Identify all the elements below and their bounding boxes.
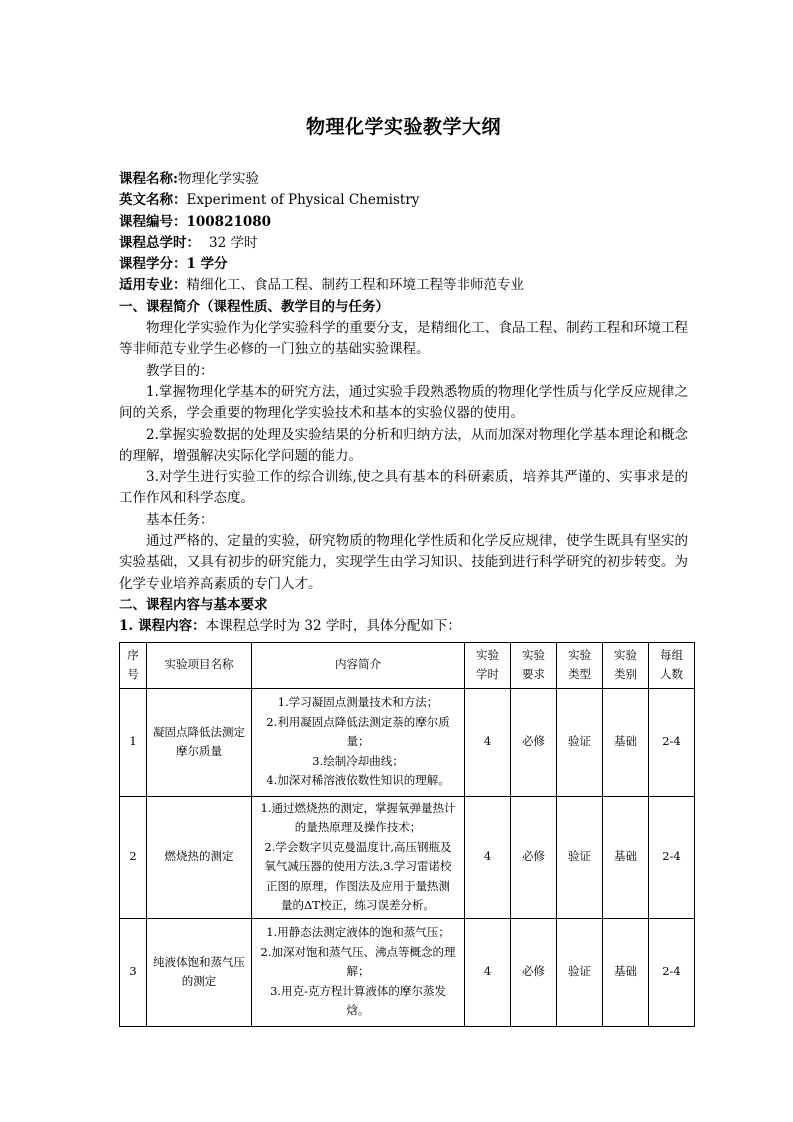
section-one-para-2: 教学目的： — [146, 362, 214, 379]
cell-type: 验证 — [557, 796, 603, 918]
meta-label-course-code: 课程编号： — [119, 213, 187, 230]
cell-requirement: 必修 — [511, 918, 557, 1026]
cell-name: 燃烧热的测定 — [147, 796, 252, 918]
meta-label-course-name: 课程名称: — [119, 171, 178, 187]
header-line: 要求 — [522, 667, 545, 682]
table-header-cell-hours — [465, 642, 511, 688]
subsection-number: 1. — [119, 618, 134, 635]
desc-line: 3.绘制冷却曲线； — [312, 753, 404, 768]
table-row — [120, 688, 695, 796]
desc-line: 解； — [346, 964, 370, 979]
cell-seq: 3 — [120, 918, 147, 1026]
cell-group-size: 2-4 — [649, 918, 695, 1026]
course-content-table — [119, 642, 695, 1027]
section-one-para-5: 3.对学生进行实验工作的综合训练,使之具有基本的科研素质，培养其严谨的、实事求是的工作作风和科学态度。 — [119, 469, 688, 507]
section-heading-one: 一、课程简介（课程性质、教学目的与任务） — [119, 298, 389, 315]
header-line: 号 — [127, 667, 139, 682]
desc-line: 正图的原理，作图法及应用于量热测 — [266, 878, 450, 893]
cell-desc — [252, 796, 465, 918]
subsection-label: 课程内容： — [138, 618, 206, 635]
desc-line: 1.通过燃烧热的测定，掌握氧弹量热计 — [260, 800, 456, 815]
desc-line: 4.加深对稀溶液依数性知识的理解。 — [266, 773, 450, 788]
section-heading-two: 二、课程内容与基本要求 — [119, 596, 268, 613]
title-spacer — [119, 142, 688, 169]
table-header-cell-seq — [120, 642, 147, 688]
section-one-para-3: 1.掌握物理化学基本的研究方法，通过实验手段熟悉物质的物理化学性质与化学反应规律之间的关系，学会重要的物理化学实验技术和基本的实验仪器的使用。 — [119, 383, 688, 422]
header-line: 实验 — [614, 647, 637, 662]
table-row — [120, 918, 695, 1026]
cell-hours: 4 — [465, 796, 511, 918]
cell-desc — [252, 918, 465, 1026]
header-line: 实验 — [568, 647, 591, 662]
header-line: 每组 — [660, 647, 683, 662]
subsection-text: 本课程总学时为 32 学时，具体分配如下： — [205, 618, 461, 635]
header-line: 类别 — [614, 667, 637, 682]
table-body — [120, 688, 695, 1026]
cell-category: 基础 — [603, 918, 649, 1026]
cell-name: 纯液体饱和蒸气压的测定 — [147, 918, 252, 1026]
meta-row-total-hours — [119, 233, 688, 254]
cell-desc — [252, 688, 465, 796]
table-header-cell-desc — [252, 642, 465, 688]
desc-line: 3.用克-克方程计算液体的摩尔蒸发 — [270, 983, 446, 998]
table-header-cell-type — [557, 642, 603, 688]
meta-value-course-code: 100821080 — [186, 213, 272, 230]
section-one-para-6: 基本任务： — [146, 511, 214, 528]
cell-category: 基础 — [603, 688, 649, 796]
table-header-cell-name — [147, 642, 252, 688]
meta-value-majors: 精细化工、食品工程、制药工程和环境工程等非师范专业 — [186, 277, 524, 294]
table-header — [120, 642, 695, 688]
desc-line: 1.用静态法测定液体的饱和蒸气压； — [266, 925, 450, 940]
header-line: 学时 — [476, 667, 499, 682]
header-line: 实验 — [522, 647, 545, 662]
desc-line: 焓。 — [346, 1003, 370, 1018]
cell-seq: 1 — [120, 688, 147, 796]
meta-row-course-code — [119, 212, 688, 233]
cell-category: 基础 — [603, 796, 649, 918]
meta-label-credits: 课程学分： — [119, 256, 187, 273]
desc-line: 2.学会数字贝克曼温度计,高压钢瓶及 — [264, 839, 452, 854]
cell-requirement: 必修 — [511, 796, 557, 918]
cell-hours: 4 — [465, 688, 511, 796]
meta-value-credits: 1 学分 — [186, 256, 228, 273]
cell-hours: 4 — [465, 918, 511, 1026]
meta-value-course-name: 物理化学实验 — [177, 171, 259, 187]
page-title: 物理化学实验教学大纲 — [305, 116, 501, 138]
header-line: 类型 — [568, 667, 591, 682]
header-line: 序 — [127, 647, 139, 662]
header-line: 实验项目名称 — [164, 657, 234, 672]
table-header-row — [120, 642, 695, 688]
section-one-para-7: 通过严格的、定量的实验，研究物质的物理化学性质和化学反应规律，使学生既具有坚实的实验基础，又具有初步的研究能力，实现学生由学习知识、技能到进行科学研究的初步转变。为化学专业培养高素质的专门人才。 — [119, 533, 688, 592]
meta-row-credits — [119, 254, 688, 275]
cell-group-size: 2-4 — [649, 688, 695, 796]
desc-line: 的量热原理及操作技术； — [294, 820, 422, 835]
cell-seq: 2 — [120, 796, 147, 918]
table-row — [120, 796, 695, 918]
header-line: 实验 — [476, 647, 499, 662]
meta-value-total-hours: 32 学时 — [209, 234, 258, 251]
table-header-cell-group-size — [649, 642, 695, 688]
meta-label-majors: 适用专业： — [119, 277, 187, 294]
cell-requirement: 必修 — [511, 688, 557, 796]
cell-name: 凝固点降低法测定摩尔质量 — [147, 688, 252, 796]
desc-line: 量的ΔT校正，练习误差分析。 — [281, 898, 435, 913]
table-header-cell-category — [603, 642, 649, 688]
header-line: 人数 — [660, 667, 683, 682]
meta-row-course-name — [119, 169, 688, 190]
cell-type: 验证 — [557, 918, 603, 1026]
desc-line: 2.利用凝固点降低法测定萘的摩尔质 — [266, 714, 450, 729]
desc-line: 2.加深对饱和蒸气压、沸点等概念的理 — [260, 944, 456, 959]
meta-row-majors — [119, 275, 688, 296]
meta-value-english-name: Experiment of Physical Chemistry — [186, 192, 420, 209]
subsection-course-content — [119, 616, 688, 637]
desc-line: 1.学习凝固点测量技术和方法； — [277, 695, 439, 710]
cell-group-size: 2-4 — [649, 796, 695, 918]
cell-type: 验证 — [557, 688, 603, 796]
meta-label-english-name: 英文名称： — [119, 192, 187, 209]
meta-label-total-hours: 课程总学时： — [119, 234, 200, 251]
meta-row-english-name — [119, 190, 688, 211]
section-one-para-4: 2.掌握实验数据的处理及实验结果的分析和归纳方法，从而加深对物理化学基本理论和概念的理解，增强解决实际化学问题的能力。 — [119, 426, 688, 464]
table-header-cell-requirement — [511, 642, 557, 688]
course-metadata-list — [119, 169, 688, 297]
desc-line: 氧气减压器的使用方法,3.学习雷诺校 — [264, 859, 452, 874]
section-one-para-1: 物理化学实验作为化学实验科学的重要分支，是精细化工、食品工程、制药工程和环境工程等非师范专业学生必修的一门独立的基础实验课程。 — [119, 320, 688, 358]
header-line: 内容简介 — [335, 657, 381, 672]
desc-line: 量； — [346, 734, 370, 749]
